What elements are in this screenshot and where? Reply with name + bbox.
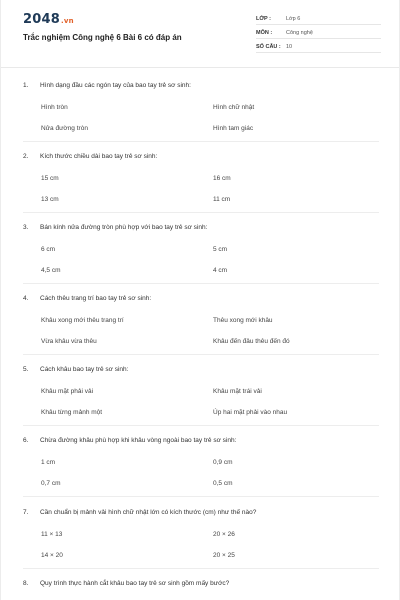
- quiz-title: Trắc nghiệm Công nghệ 6 Bài 6 có đáp án: [23, 33, 182, 42]
- meta-label: MÔN :: [256, 30, 273, 36]
- question-number: 5.: [23, 366, 29, 373]
- question-text: Chừa đường khâu phù hợp khi khâu vòng ngoài bao tay trẻ sơ sinh:: [40, 437, 237, 444]
- header: [1, 0, 399, 70]
- answer-option[interactable]: Hình chữ nhật: [213, 104, 255, 111]
- meta-value: Lớp 6: [286, 16, 301, 22]
- logo-text: 2048: [23, 12, 60, 27]
- site-logo[interactable]: [23, 12, 74, 27]
- answer-option[interactable]: 15 cm: [41, 175, 59, 182]
- answer-option[interactable]: 6 cm: [41, 246, 56, 253]
- question-text: Bán kính nửa đường tròn phù hợp với bao tay trẻ sơ sinh:: [40, 224, 208, 231]
- answer-option[interactable]: 13 cm: [41, 196, 59, 203]
- question-number: 8.: [23, 580, 29, 587]
- answer-option[interactable]: Khâu từng mảnh một: [41, 409, 103, 416]
- answer-option[interactable]: Hình tam giác: [213, 125, 254, 132]
- answer-option[interactable]: Khâu xong mới thêu trang trí: [41, 317, 124, 324]
- question-text: Hình dạng đầu các ngón tay của bao tay trẻ sơ sinh:: [40, 82, 191, 89]
- question-number: 4.: [23, 295, 29, 302]
- meta-row-count: [256, 42, 381, 53]
- meta-label: LỚP :: [256, 16, 271, 22]
- answer-option[interactable]: Úp hai mặt phải vào nhau: [213, 409, 288, 416]
- meta-value: Công nghệ: [286, 30, 313, 36]
- meta-value: 10: [286, 44, 293, 50]
- question-text: Kích thước chiều dài bao tay trẻ sơ sinh:: [40, 153, 158, 160]
- question-divider: [23, 496, 379, 497]
- question-divider: [23, 212, 379, 213]
- question-divider: [23, 354, 379, 355]
- answer-option[interactable]: 20 × 26: [213, 531, 235, 538]
- header-divider: [1, 67, 399, 68]
- question-number: 1.: [23, 82, 29, 89]
- question-divider: [23, 425, 379, 426]
- question-divider: [23, 141, 379, 142]
- answer-option[interactable]: Hình tròn: [41, 104, 68, 111]
- answer-option[interactable]: 20 × 25: [213, 552, 235, 559]
- meta-row-subject: [256, 28, 381, 39]
- question-divider: [23, 568, 379, 569]
- question-number: 7.: [23, 509, 29, 516]
- meta-row-grade: [256, 14, 381, 25]
- answer-option[interactable]: Nửa đường tròn: [41, 125, 88, 132]
- question-divider: [23, 283, 379, 284]
- answer-option[interactable]: 5 cm: [213, 246, 228, 253]
- answer-option[interactable]: Vừa khâu vừa thêu: [41, 338, 97, 345]
- answer-option[interactable]: 14 × 20: [41, 552, 63, 559]
- answer-option[interactable]: 11 × 13: [41, 531, 63, 538]
- question-number: 6.: [23, 437, 29, 444]
- question-text: Quy trình thực hành cắt khâu bao tay trẻ sơ sinh gồm mấy bước?: [40, 580, 230, 587]
- question-text: Cách khâu bao tay trẻ sơ sinh:: [40, 366, 129, 373]
- question-text: Cách thêu trang trí bao tay trẻ sơ sinh:: [40, 295, 152, 302]
- answer-option[interactable]: 0,9 cm: [213, 459, 233, 466]
- answer-option[interactable]: Khâu mặt phải vải: [41, 388, 94, 395]
- question-text: Cần chuẩn bị mảnh vải hình chữ nhật lớn có kích thước (cm) như thế nào?: [40, 509, 257, 516]
- answer-option[interactable]: 0,7 cm: [41, 480, 61, 487]
- logo-suffix: .vn: [60, 17, 74, 25]
- answer-option[interactable]: 0,5 cm: [213, 480, 233, 487]
- answer-option[interactable]: 4 cm: [213, 267, 228, 274]
- answer-option[interactable]: 11 cm: [213, 196, 231, 203]
- answer-option[interactable]: Khâu mặt trái vải: [213, 388, 262, 395]
- answer-option[interactable]: 16 cm: [213, 175, 231, 182]
- question-number: 3.: [23, 224, 29, 231]
- meta-label: SỐ CÂU :: [256, 44, 281, 50]
- answer-option[interactable]: 1 cm: [41, 459, 56, 466]
- answer-option[interactable]: 4,5 cm: [41, 267, 61, 274]
- answer-option[interactable]: Khâu đến đâu thêu đến đó: [213, 338, 290, 345]
- answer-option[interactable]: Thêu xong mới khâu: [213, 317, 273, 324]
- question-number: 2.: [23, 153, 29, 160]
